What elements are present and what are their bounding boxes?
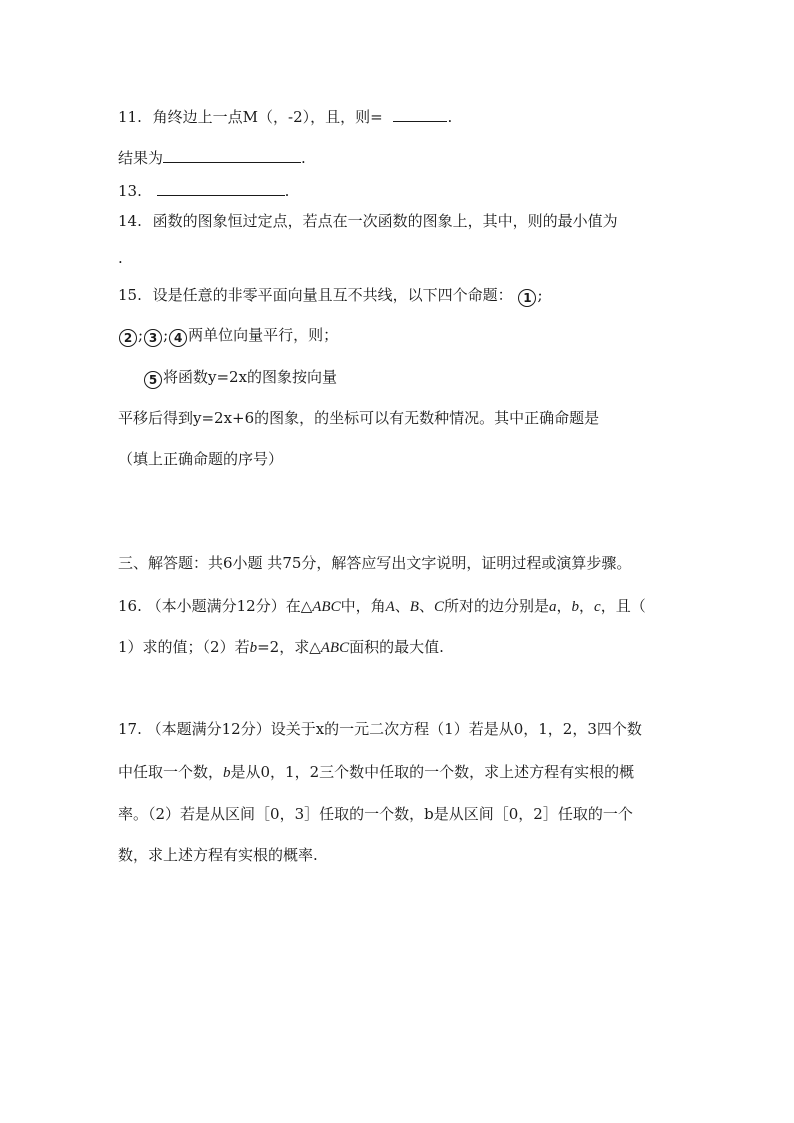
- separator: ;: [138, 326, 144, 344]
- statement-5-text: 将函数y=2x的图象按向量: [163, 368, 338, 386]
- question-text: 面积的最大值.: [349, 638, 444, 656]
- question-15-line3: [143, 367, 337, 389]
- question-15: [118, 285, 543, 307]
- question-13: [118, 180, 289, 201]
- question-text: =2，求△: [257, 638, 321, 656]
- statement-4-text: 两单位向量平行，则；: [188, 326, 339, 344]
- triangle-name: ABC: [320, 640, 350, 656]
- answer-blank: [163, 147, 301, 163]
- question-17-line3: 率。（2）若是从区间［0，3］任取的一个数，b是从区间［0，2］任取的一个: [118, 805, 633, 823]
- question-text: ，且（: [600, 597, 646, 615]
- separator: ;: [537, 286, 543, 304]
- question-17-line4: 数，求上述方程有实根的概率.: [118, 846, 318, 864]
- question-12: [118, 147, 306, 168]
- question-14-end: .: [118, 249, 123, 267]
- answer-blank: [393, 106, 447, 122]
- variable-b: b: [223, 765, 231, 781]
- side-c: c: [594, 599, 601, 615]
- triangle-name: ABC: [312, 599, 341, 615]
- question-text: 1）求的值；（2）若: [118, 638, 250, 656]
- question-text: 中任取一个数，: [118, 763, 224, 781]
- question-17: 17. （本题满分12分）设关于x的一元二次方程（1）若是从0，1，2，3四个数: [118, 720, 642, 738]
- question-15-line4: 平移后得到y=2x+6的图象，的坐标可以有无数种情况。其中正确命题是: [118, 409, 600, 427]
- angle-c: C: [433, 599, 444, 615]
- question-text: 中，角: [340, 597, 386, 615]
- question-text: 结果为: [118, 149, 164, 167]
- circled-number-2: 2: [119, 329, 137, 347]
- question-number: 15.: [118, 286, 142, 304]
- circled-number-1: 1: [518, 289, 536, 307]
- question-number: 11.: [118, 108, 142, 126]
- question-11: [118, 106, 452, 127]
- question-end: .: [447, 108, 453, 126]
- side-b: b: [249, 640, 258, 656]
- question-15-line2: [118, 325, 338, 347]
- angle-a: A: [385, 599, 395, 615]
- question-17-line2: [118, 762, 634, 783]
- question-text: 角终边上一点M（，-2），且，则=: [152, 108, 383, 126]
- question-text: 是从0，1，2三个数中任取的一个数，求上述方程有实根的概: [230, 763, 635, 781]
- question-end: .: [301, 149, 306, 167]
- separator: ;: [163, 326, 169, 344]
- question-16: 16. （本小题满分12分）在△ABC中，角A、B、C所对的边分别是a，b，c，且（: [118, 597, 646, 615]
- circled-number-5: 5: [144, 371, 162, 389]
- question-end: .: [284, 182, 290, 200]
- answer-blank: [157, 180, 285, 196]
- circled-number-3: 3: [144, 329, 162, 347]
- question-number: 13.: [118, 182, 142, 200]
- side-b: b: [571, 599, 580, 615]
- question-number: 14.: [118, 212, 142, 230]
- angle-b: B: [409, 599, 419, 615]
- question-text: 设是任意的非零平面向量且互不共线，以下四个命题：: [152, 286, 513, 304]
- section-3-title: 三、解答题：共6小题 共75分，解答应写出文字说明，证明过程或演算步骤。: [118, 554, 632, 572]
- question-16-line2: [118, 637, 444, 658]
- question-15-line5: （填上正确命题的序号）: [118, 450, 284, 468]
- question-text: 16. （本小题满分12分）在△: [118, 597, 313, 615]
- circled-number-4: 4: [169, 329, 187, 347]
- question-text: 所对的边分别是: [444, 597, 550, 615]
- question-14: [118, 211, 618, 231]
- side-a: a: [549, 599, 557, 615]
- question-text: 函数的图象恒过定点，若点在一次函数的图象上，其中，则的最小值为: [152, 212, 618, 230]
